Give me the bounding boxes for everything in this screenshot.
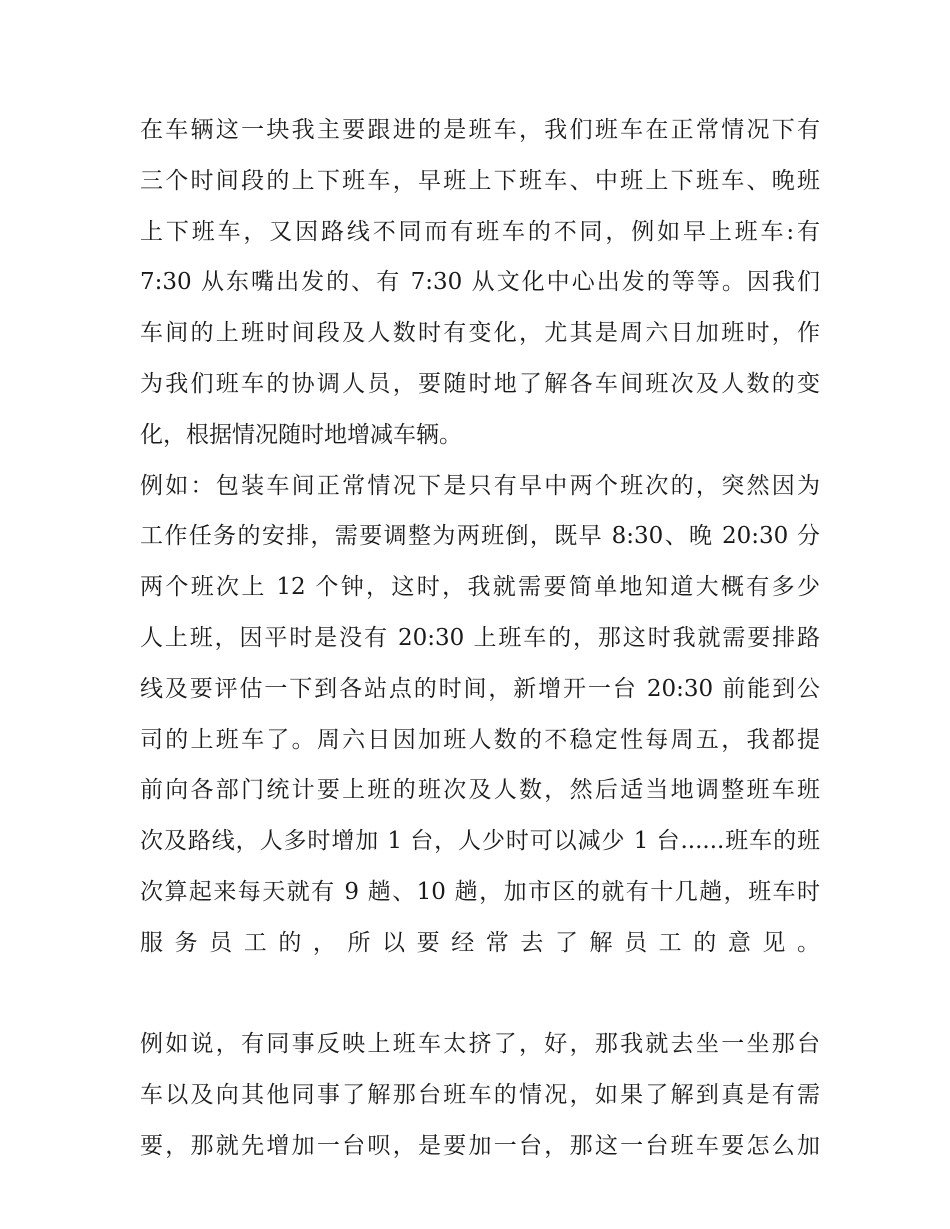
text-line: 三个时间段的上下班车，早班上下班车、中班上下班车、晚班 — [140, 167, 820, 194]
document-body — [140, 105, 820, 1172]
text-line: 例如：包装车间正常情况下是只有早中两个班次的，突然因为 — [140, 472, 820, 499]
text-line: 上下班车，又因路线不同而有班车的不同，例如早上班车:有 — [140, 218, 820, 245]
text-line: 要，那就先增加一台呗，是要加一台，那这一台班车要怎么加 — [140, 1132, 820, 1159]
text-line: 工作任务的安排，需要调整为两班倒，既早 8:30、晚 20:30 分 — [140, 523, 820, 550]
text-line: 化，根据情况随时地增减车辆。 — [140, 421, 462, 448]
text-line: 两个班次上 12 个钟，这时，我就需要简单地知道大概有多少 — [140, 574, 820, 601]
text-line: 车以及向其他同事了解那台班车的情况，如果了解到真是有需 — [140, 1082, 820, 1109]
text-line: 为我们班车的协调人员，要随时地了解各车间班次及人数的变 — [140, 370, 820, 397]
text-line: 例如说，有同事反映上班车太挤了，好，那我就去坐一坐那台 — [140, 1031, 820, 1058]
text-line: 次算起来每天就有 9 趟、10 趟，加市区的就有十几趟，班车时 — [140, 878, 820, 905]
text-line: 人上班，因平时是没有 20:30 上班车的，那这时我就需要排路 — [140, 624, 820, 651]
text-line — [140, 969, 820, 1020]
text-line: 服务员工的，所以要经常去了解员工的意见。 — [140, 929, 820, 956]
text-line: 线及要评估一下到各站点的时间，新增开一台 20:30 前能到公 — [140, 675, 820, 702]
text-line: 前向各部门统计要上班的班次及人数，然后适当地调整班车班 — [140, 777, 820, 804]
text-line: 车间的上班时间段及人数时有变化，尤其是周六日加班时，作 — [140, 320, 820, 347]
paragraph-shuttle-overview — [140, 105, 820, 461]
text-line: 司的上班车了。周六日因加班人数的不稳定性每周五，我都提 — [140, 726, 820, 753]
paragraph-packaging-example — [140, 461, 820, 1020]
text-line: 7:30 从东嘴出发的、有 7:30 从文化中心出发的等等。因我们 — [140, 269, 820, 296]
text-line: 次及路线，人多时增加 1 台，人少时可以减少 1 台......班车的班 — [140, 828, 820, 855]
text-line: 在车辆这一块我主要跟进的是班车，我们班车在正常情况下有 — [140, 117, 820, 143]
paragraph-crowding-example — [140, 1019, 820, 1171]
